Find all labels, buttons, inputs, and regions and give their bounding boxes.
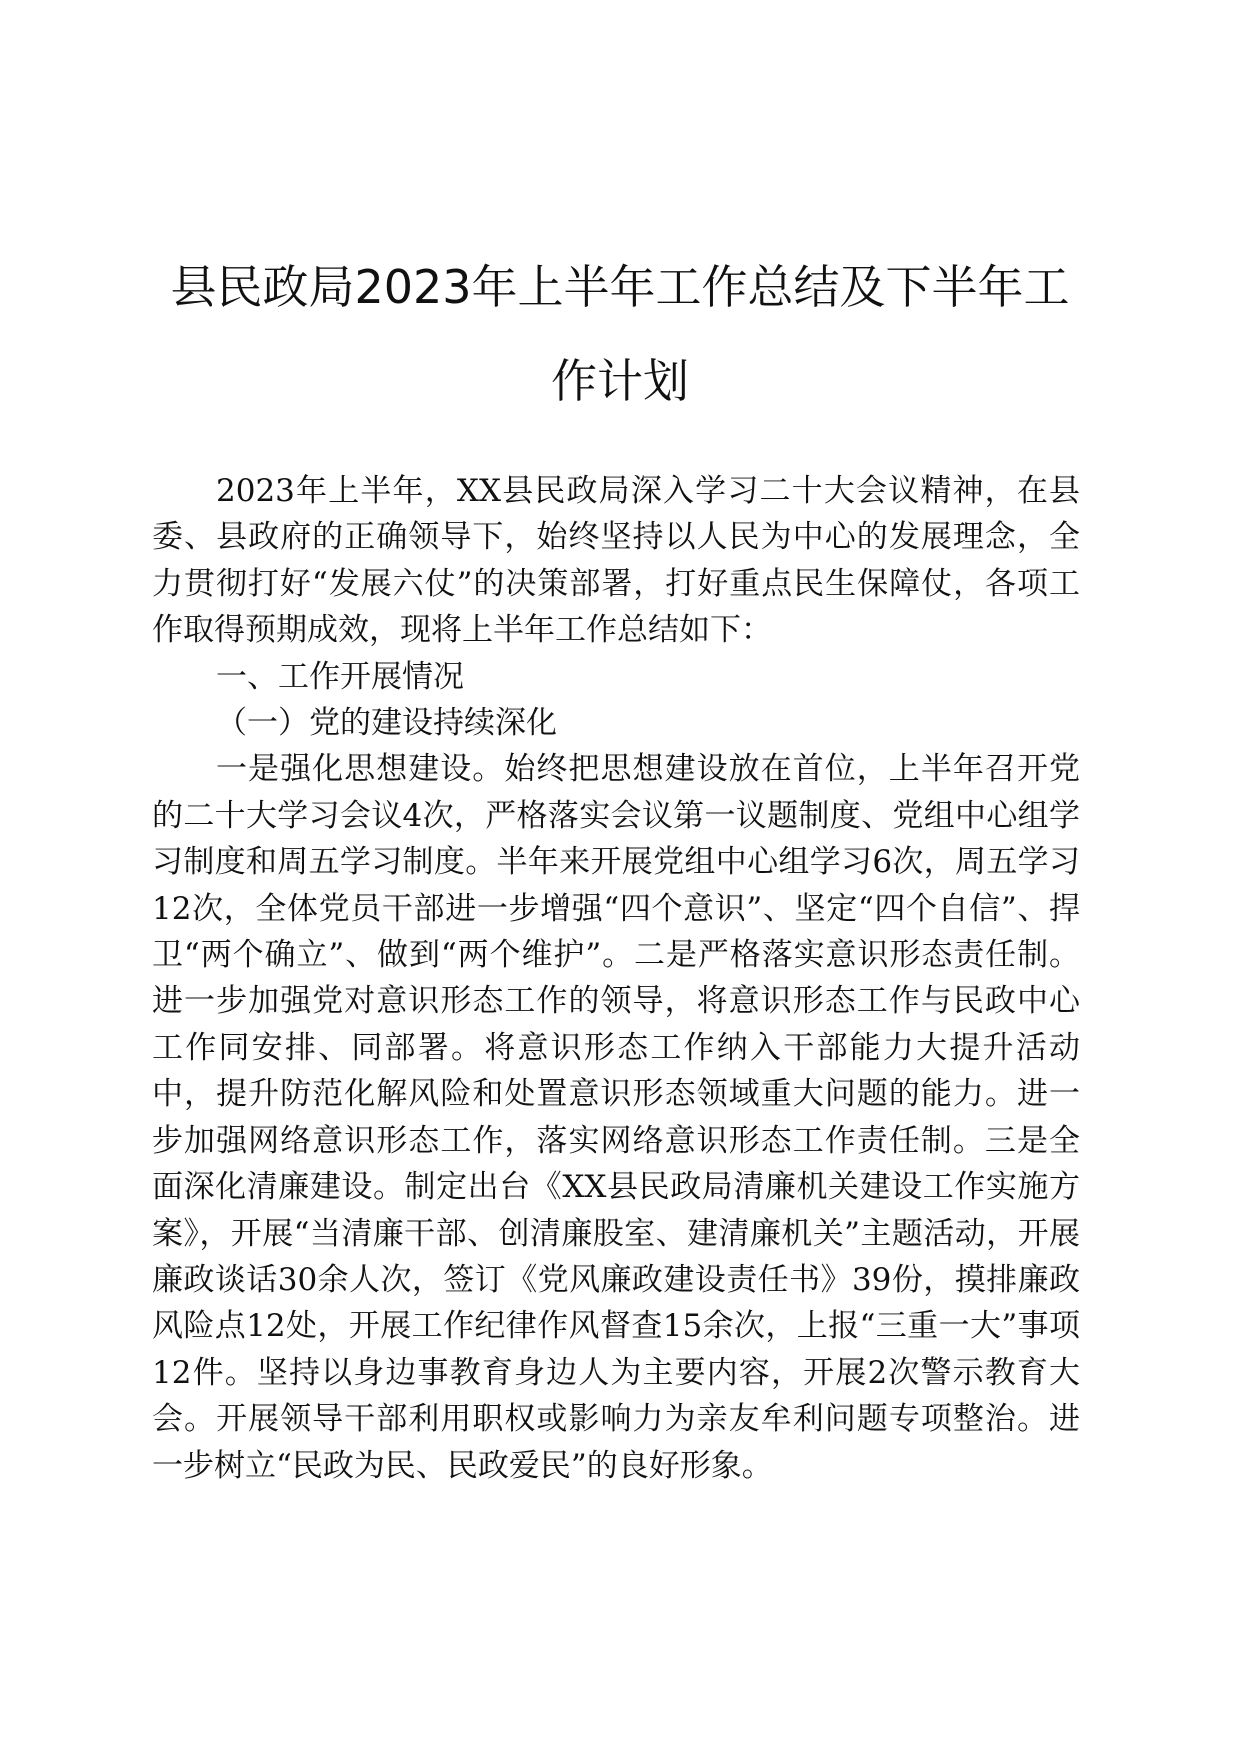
intro-paragraph: 2023年上半年，XX县民政局深入学习二十大会议精神，在县委、县政府的正确领导下，始终坚持以人民为中心的发展理念，全力贯彻打好“发展六仗”的决策部署，打好重点民生保障仗，各项工作取得预期成效，现将上半年工作总结如下： — [152, 473, 1080, 649]
document-body — [152, 468, 1080, 1489]
document-title — [140, 240, 1100, 428]
section-heading: 一、工作开展情况 — [216, 658, 464, 695]
title-line-2: 作计划 — [551, 354, 689, 408]
subsection-heading: （一）党的建设持续深化 — [216, 705, 557, 742]
title-line-1: 县民政局2023年上半年工作总结及下半年工 — [170, 260, 1070, 314]
body-paragraph: 一是强化思想建设。始终把思想建设放在首位，上半年召开党的二十大学习会议4次，严格落实会议第一议题制度、党组中心组学习制度和周五学习制度。半年来开展党组中心组学习6次，周五学习12次，全体党员干部进一步增强“四个意识”、坚定“四个自信”、捍卫“两个确立”、做到“两个维护”。二是严格落实意识形态责任制。进一步加强党对意识形态工作的领导，将意识形态工作与民政中心工作同安排、同部署。将意识形态工作纳入干部能力大提升活动中，提升防范化解风险和处置意识形态领域重大问题的能力。进一步加强网络意识形态工作，落实网络意识形态工作责任制。三是全面深化清廉建设。制定出台《XX县民政局清廉机关建设工作实施方案》，开展“当清廉干部、创清廉股室、建清廉机关”主题活动，开展廉政谈话30余人次，签订《党风廉政建设责任书》39份，摸排廉政风险点12处，开展工作纪律作风督查15余次，上报“三重一大”事项12件。坚持以身边事教育身边人为主要内容，开展2次警示教育大会。开展领导干部利用职权或影响力为亲友牟利问题专项整治。进一步树立“民政为民、民政爱民”的良好形象。 — [152, 751, 1080, 1484]
